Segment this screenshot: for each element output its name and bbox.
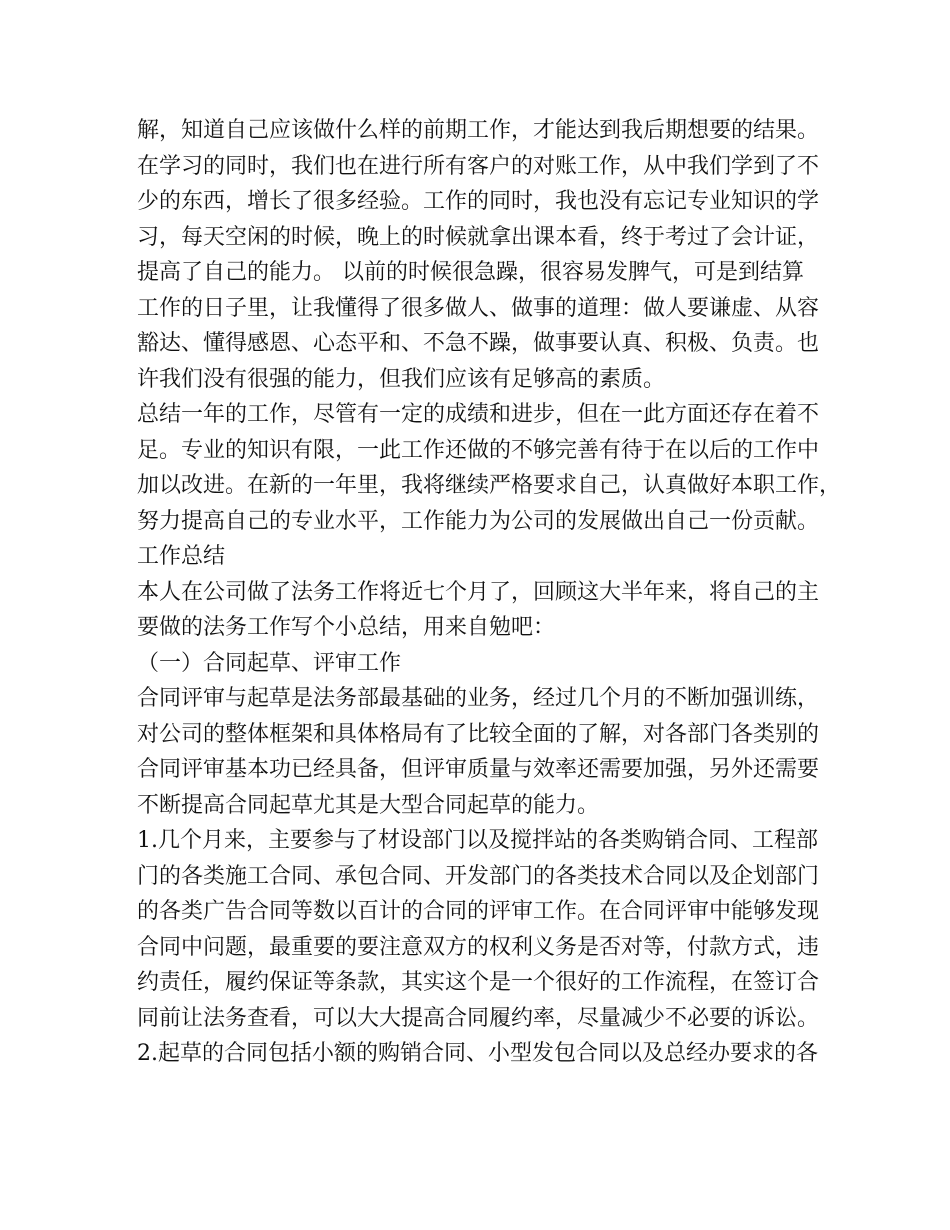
text-line: 努力提高自己的专业水平，工作能力为公司的发展做出自己一份贡献。 [137,508,820,534]
text-line: 合同评审基本功已经具备，但评审质量与效率还需要加强，另外还需要 [137,757,820,782]
text-line: 习，每天空闲的时候，晚上的时候就拿出课本看，终于考过了会计证， [137,224,820,250]
text-line: 解，知道自己应该做什么样的前期工作，才能达到我后期想要的结果。 [137,118,820,143]
text-line: 合同评审与起草是法务部最基础的业务，经过几个月的不断加强训练， [137,686,820,711]
text-line: 加以改进。在新的一年里，我将继续严格要求自己，认真做好本职工作， [137,473,842,498]
text-line: 约责任，履约保证等条款，其实这个是一个很好的工作流程，在签订合 [137,970,820,995]
subsection-heading: （一）合同起草、评审工作 [137,650,402,676]
text-line: 对公司的整体框架和具体格局有了比较全面的了解，对各部门各类别的 [137,721,820,747]
text-line: 少的东西，增长了很多经验。工作的同时，我也没有忘记专业知识的学 [137,189,820,214]
text-line: 门的各类施工合同、承包合同、开发部门的各类技术合同以及企划部门 [137,863,820,889]
text-line: 合同中问题，最重要的要注意双方的权利义务是否对等，付款方式，违 [137,934,820,960]
text-line: 不断提高合同起草尤其是大型合同起草的能力。 [137,792,600,818]
text-line: 工作的日子里，让我懂得了很多做人、做事的道理：做人要谦虚、从容 [137,295,820,321]
text-line: 同前让法务查看，可以大大提高合同履约率，尽量减少不必要的诉讼。 [137,1005,820,1031]
text-line: 总结一年的工作，尽管有一定的成绩和进步，但在一此方面还存在着不 [137,402,820,427]
text-line: 提高了自己的能力。 以前的时候很急躁，很容易发脾气，可是到结算 [137,260,804,285]
text-line: 在学习的同时，我们也在进行所有客户的对账工作，从中我们学到了不 [137,153,820,179]
text-line: 豁达、懂得感恩、心态平和、不急不躁，做事要认真、积极、负责。也 [137,331,820,356]
text-line: 本人在公司做了法务工作将近七个月了，回顾这大半年来，将自己的主 [137,579,820,605]
text-line: 足。专业的知识有限，一此工作还做的不够完善有待于在以后的工作中 [137,437,820,463]
document-body [137,113,842,1072]
text-line: 许我们没有很强的能力，但我们应该有足够高的素质。 [137,366,666,392]
list-item-line: 2.起草的合同包括小额的购销合同、小型发包合同以及总经办要求的各 [137,1041,818,1066]
section-heading: 工作总结 [137,544,226,569]
list-item-line: 1.几个月来，主要参与了材设部门以及搅拌站的各类购销合同、工程部 [137,828,818,853]
text-line: 的各类广告合同等数以百计的合同的评审工作。在合同评审中能够发现 [137,899,820,924]
text-line: 要做的法务工作写个小总结，用来自勉吧： [137,615,556,640]
